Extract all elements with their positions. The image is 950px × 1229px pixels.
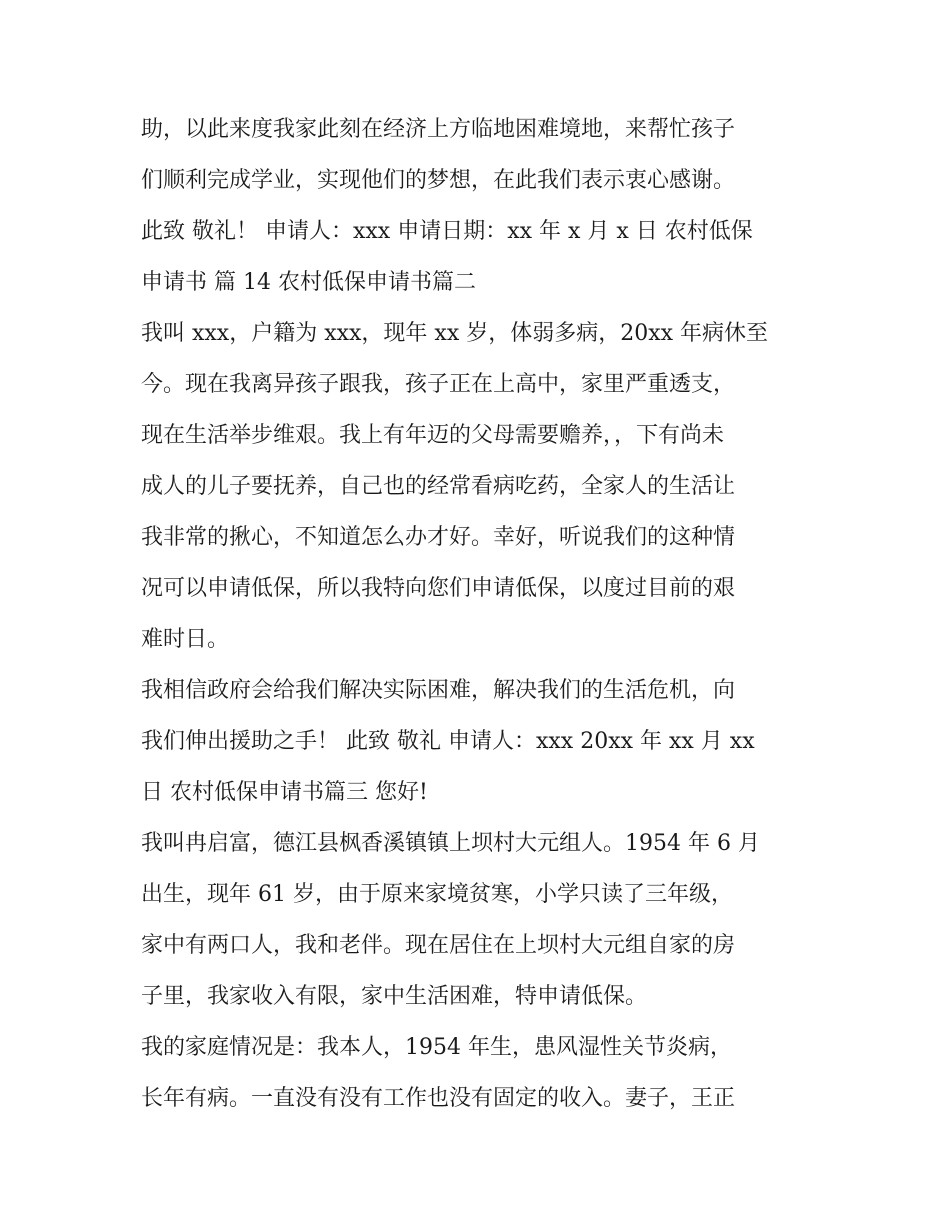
text-line: 日 农村低保申请书篇三 您好! bbox=[141, 780, 428, 805]
text-line: 现在生活举步维艰。我上有年迈的父母需要赡养，，下有尚未 bbox=[141, 423, 725, 448]
text-line: 子里，我家收入有限，家中生活困难，特申请低保。 bbox=[141, 984, 648, 1009]
text-line: 家中有两口人，我和老伴。现在居住在上坝村大元组自家的房 bbox=[141, 933, 736, 958]
text-line: 难时日。 bbox=[141, 627, 230, 652]
text-line: 出生，现年 61 岁，由于原来家境贫寒，小学只读了三年级， bbox=[141, 882, 733, 907]
body-text bbox=[141, 104, 821, 1124]
text-line: 助，以此来度我家此刻在经济上方临地困难境地，来帮忙孩子 bbox=[141, 117, 736, 142]
text-line: 我叫冉启富，德江县枫香溪镇镇上坝村大元组人。1954 年 6 月 bbox=[141, 831, 760, 856]
text-line: 我非常的揪心，不知道怎么办才好。幸好，听说我们的这种情 bbox=[141, 525, 736, 550]
text-line: 申请书 篇 14 农村低保申请书篇二 bbox=[141, 270, 476, 295]
text-line: 我们伸出援助之手！ 此致 敬礼 申请人：xxx 20xx 年 xx 月 xx bbox=[141, 729, 755, 754]
text-line: 我叫 xxx，户籍为 xxx，现年 xx 岁，体弱多病，20xx 年病休至 bbox=[141, 321, 769, 346]
text-line: 长年有病。一直没有没有工作也没有固定的收入。妻子，王正 bbox=[141, 1086, 736, 1111]
text-line: 我相信政府会给我们解决实际困难，解决我们的生活危机，向 bbox=[141, 678, 736, 703]
text-line: 今。现在我离异孩子跟我，孩子正在上高中，家里严重透支， bbox=[141, 372, 736, 397]
text-line: 成人的儿子要抚养，自己也的经常看病吃药，全家人的生活让 bbox=[141, 474, 736, 499]
text-line: 们顺利完成学业，实现他们的梦想，在此我们表示衷心感谢。 bbox=[141, 168, 736, 193]
text-line: 我的家庭情况是：我本人，1954 年生，患风湿性关节炎病， bbox=[141, 1035, 732, 1060]
text-line: 况可以申请低保，所以我特向您们申请低保，以度过目前的艰 bbox=[141, 576, 736, 601]
text-line: 此致 敬礼！ 申请人：xxx 申请日期：xx 年 x 月 x 日 农村低保 bbox=[141, 219, 753, 244]
